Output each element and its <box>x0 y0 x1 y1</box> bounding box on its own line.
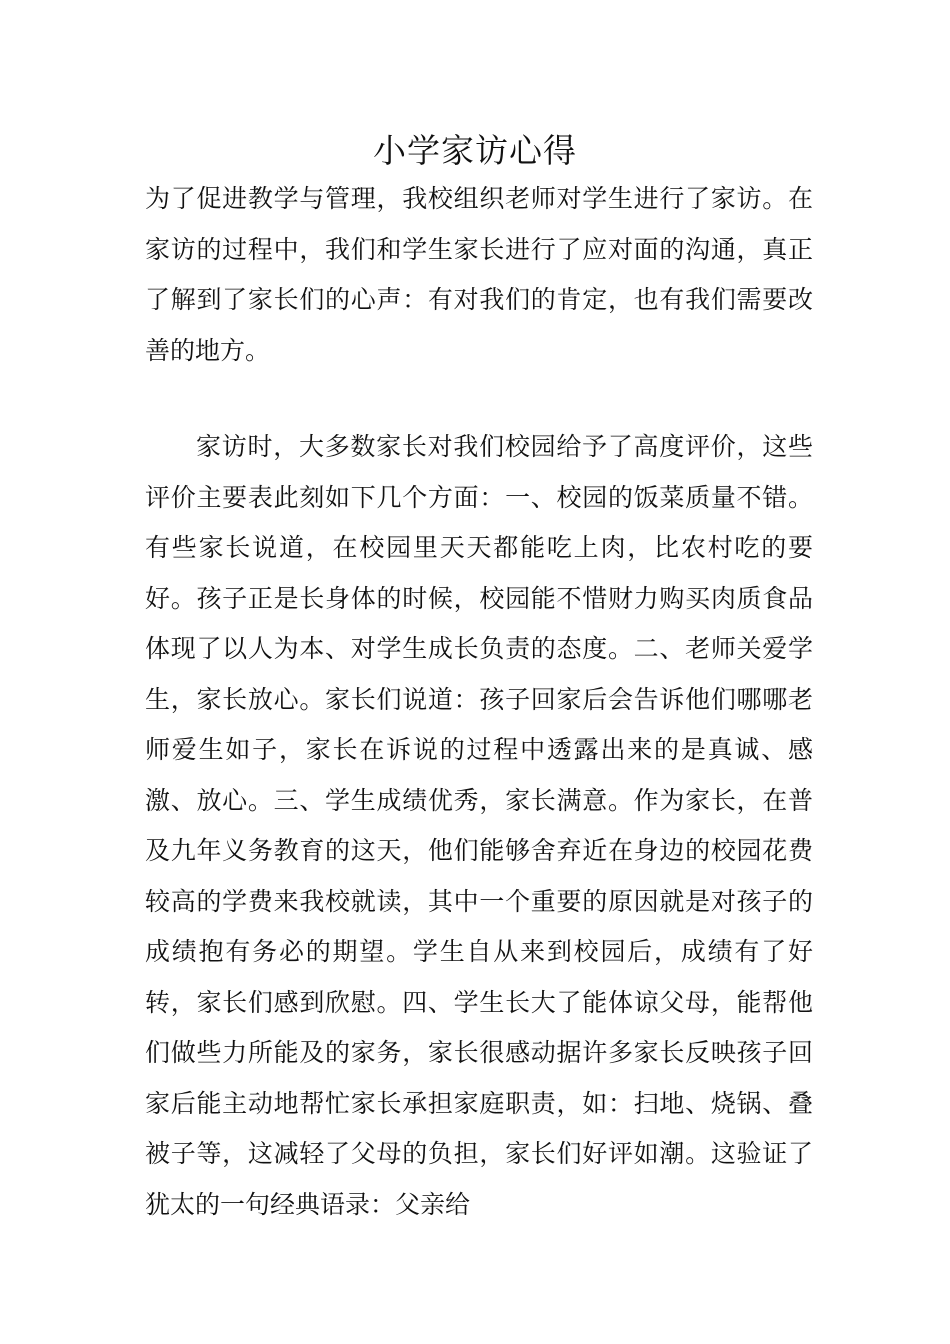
document-title: 小学家访心得 <box>373 131 577 170</box>
paragraph-intro: 为了促进教学与管理，我校组织老师对学生进行了家访。在家访的过程中，我们和学生家长进行了应对面的沟通，真正了解到了家长们的心声：有对我们的肯定，也有我们需要改善的地方。 <box>145 184 813 365</box>
paragraph-home-visit-feedback: 家访时，大多数家长对我们校园给予了高度评价，这些评价主要表此刻如下几个方面：一、校园的饭菜质量不错。有些家长说道，在校园里天天都能吃上肉，比农村吃的要好。孩子正是长身体的时候，校园能不惜财力购买肉质食品体现了以人为本、对学生成长负责的态度。二、老师关爱学生，家长放心。家长们说道：孩子回家后会告诉他们哪哪老师爱生如子，家长在诉说的过程中透露出来的是真诚、感激、放心。三、学生成绩优秀，家长满意。作为家长，在普及九年义务教育的这天，他们能够舍弃近在身边的校园花费较高的学费来我校就读，其中一个重要的原因就是对孩子的成绩抱有务必的期望。学生自从来到校园后，成绩有了好转，家长们感到欣慰。四、学生长大了能体谅父母，能帮他们做些力所能及的家务，家长很感动据许多家长反映孩子回家后能主动地帮忙家长承担家庭职责，如：扫地、烧锅、叠被子等，这减轻了父母的负担，家长们好评如潮。这验证了犹太的一句经典语录：父亲给 <box>145 432 813 1219</box>
